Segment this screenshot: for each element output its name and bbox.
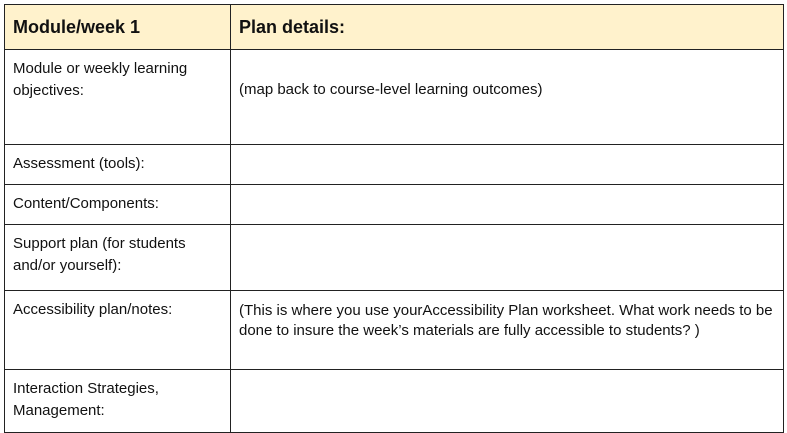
table-row	[5, 370, 784, 433]
row-label-cell	[5, 145, 231, 185]
row-detail-cell[interactable]	[231, 225, 784, 291]
row-label-cell	[5, 50, 231, 145]
row-detail-cell[interactable]	[231, 185, 784, 225]
row-detail-interaction-strategies	[231, 370, 783, 386]
table-row	[5, 185, 784, 225]
row-label-cell	[5, 370, 231, 433]
row-label-cell	[5, 291, 231, 370]
table-row	[5, 225, 784, 291]
row-detail-content-components	[231, 185, 783, 201]
row-label-support-plan: Support plan (for students and/or yourself):	[13, 235, 186, 274]
row-label-cell	[5, 185, 231, 225]
row-detail-learning-objectives: (map back to course-level learning outcomes)	[239, 81, 543, 98]
row-detail-cell[interactable]	[231, 50, 784, 145]
row-label-learning-objectives: Module or weekly learning objectives:	[13, 60, 188, 99]
module-plan-table	[4, 4, 784, 433]
row-label-assessment: Assessment (tools):	[13, 155, 145, 172]
header-plan-details: Plan details:	[231, 5, 784, 50]
row-detail-support-plan	[231, 225, 783, 241]
header-module-week: Module/week 1	[5, 5, 231, 50]
row-detail-assessment	[231, 145, 783, 161]
row-label-accessibility-plan: Accessibility plan/notes:	[13, 301, 173, 318]
table-row	[5, 145, 784, 185]
row-detail-cell[interactable]	[231, 370, 784, 433]
row-label-content-components: Content/Components:	[13, 195, 159, 212]
row-detail-accessibility-plan: (This is where you use yourAccessibility Plan worksheet. What work needs to be done to insure the week’s materials are fully accessible to students? )	[239, 302, 773, 339]
row-detail-cell[interactable]	[231, 291, 784, 370]
table-row	[5, 50, 784, 145]
row-label-interaction-strategies: Interaction Strategies, Management:	[13, 380, 159, 419]
row-label-cell	[5, 225, 231, 291]
row-detail-cell[interactable]	[231, 145, 784, 185]
table-row	[5, 291, 784, 370]
table-header-row	[5, 5, 784, 50]
